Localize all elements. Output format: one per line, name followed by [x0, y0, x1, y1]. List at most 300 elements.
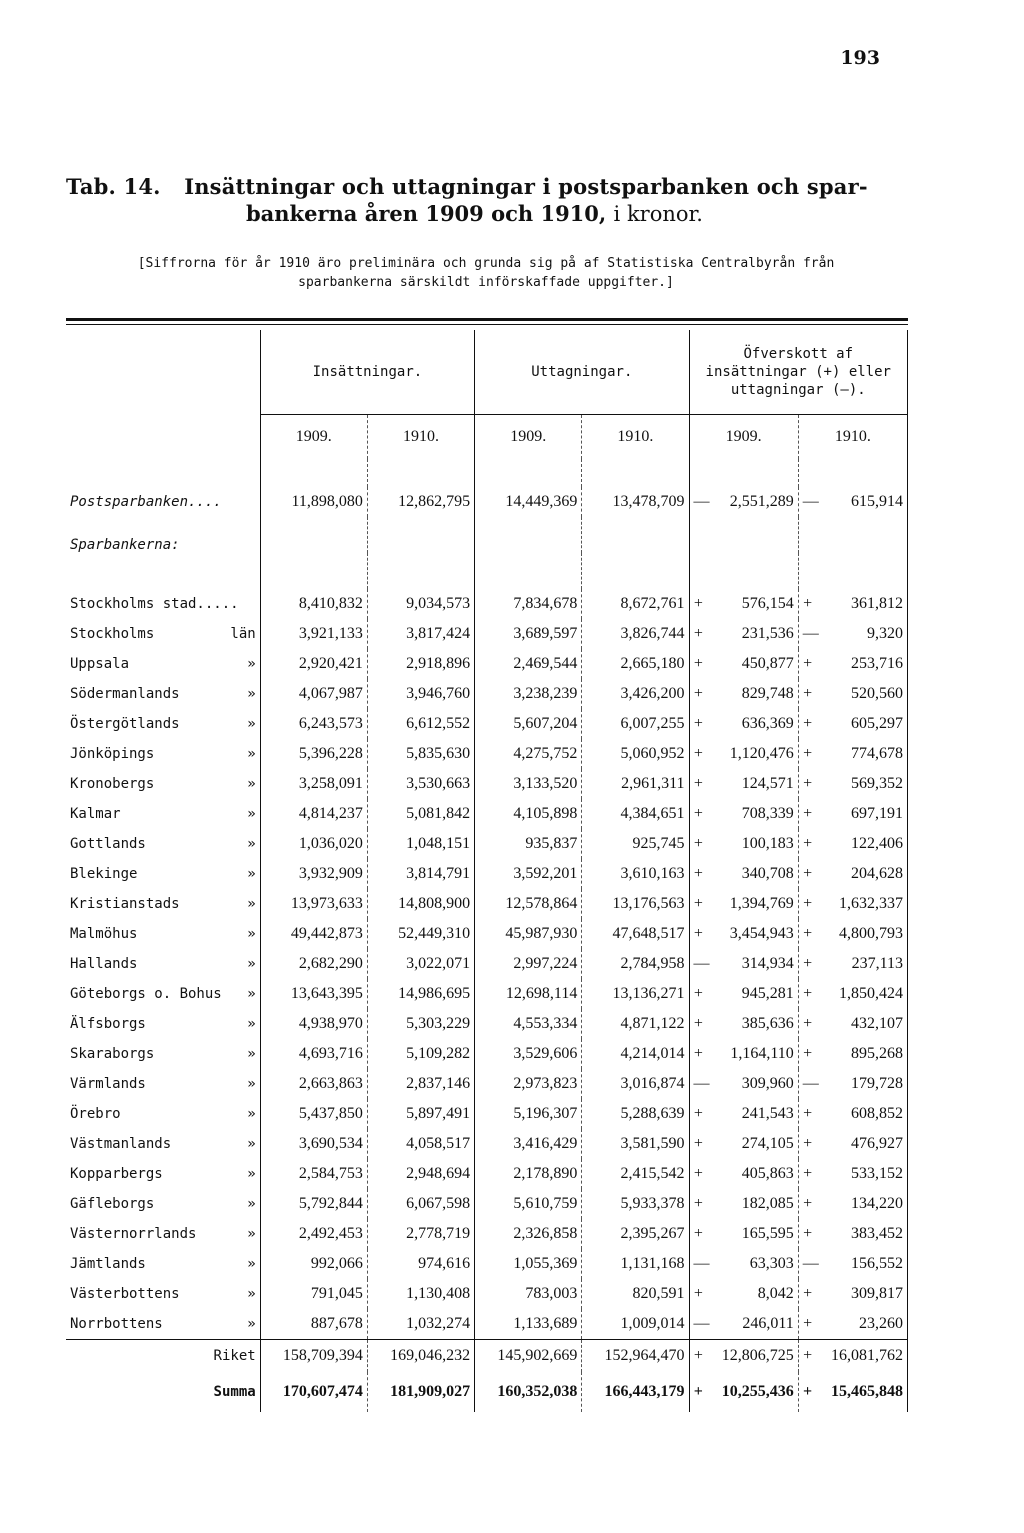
row-label	[66, 1129, 260, 1159]
row-label	[66, 949, 260, 979]
table-cell: 6,007,255	[582, 709, 689, 739]
row-label	[66, 709, 260, 739]
table-row	[66, 949, 908, 979]
row-label-suffix: »	[247, 806, 256, 822]
table-cell: 47,648,517	[582, 919, 689, 949]
table-cell: 1,850,424	[816, 979, 907, 1009]
row-label	[66, 1219, 260, 1249]
table-cell: +	[689, 1099, 707, 1129]
table-row	[66, 1069, 908, 1099]
table-cell: +	[689, 919, 707, 949]
row-label	[66, 859, 260, 889]
row-label	[66, 1309, 260, 1340]
table-row	[66, 1189, 908, 1219]
table-cell: 49,442,873	[260, 919, 367, 949]
table-cell: 1,009,014	[582, 1309, 689, 1340]
row-label-text: Västerbottens	[70, 1286, 180, 1302]
table-cell: 182,085	[741, 1195, 794, 1212]
row-label	[66, 619, 260, 649]
table-cell: +	[798, 949, 816, 979]
table-cell: 63,303	[749, 1255, 794, 1272]
table-cell: 4,275,752	[475, 739, 582, 769]
table-cell: 1,120,476	[729, 745, 794, 762]
table-cell: —	[798, 1249, 816, 1279]
table-cell: 2,837,146	[367, 1069, 474, 1099]
table-cell: —	[798, 619, 816, 649]
table-cell: 5,437,850	[260, 1099, 367, 1129]
row-label	[66, 649, 260, 679]
table-cell: 7,834,678	[475, 589, 582, 619]
table-cell: 4,938,970	[260, 1009, 367, 1039]
table-cell: 3,238,239	[475, 679, 582, 709]
table-cell: 945,281	[741, 985, 794, 1002]
table-cell: 3,690,534	[260, 1129, 367, 1159]
table-row	[66, 679, 908, 709]
table-cell: 5,607,204	[475, 709, 582, 739]
table-cell: 783,003	[475, 1279, 582, 1309]
table-cell: 231,536	[741, 625, 794, 642]
table-cell: +	[798, 919, 816, 949]
table-cell: 4,214,014	[582, 1039, 689, 1069]
table-cell: 2,973,823	[475, 1069, 582, 1099]
table-cell: 925,745	[582, 829, 689, 859]
table-cell: +	[689, 679, 707, 709]
row-label	[66, 589, 260, 619]
table-cell: +	[689, 1129, 707, 1159]
table-cell: 4,693,716	[260, 1039, 367, 1069]
table-cell: +	[798, 1189, 816, 1219]
table-cell: +	[689, 889, 707, 919]
table-cell: +	[689, 649, 707, 679]
table-cell: 383,452	[816, 1219, 907, 1249]
postsparbanken-row: Postsparbanken.... 11,898,080 12,862,795 14,449,369 13,478,709 — 2,551,289 — 615,914	[66, 487, 908, 517]
table-cell: 2,178,890	[475, 1159, 582, 1189]
table-cell: 5,060,952	[582, 739, 689, 769]
table-cell: 4,800,793	[816, 919, 907, 949]
title-unit: i kronor.	[613, 202, 703, 226]
table-cell: 774,678	[816, 739, 907, 769]
table-cell: 405,863	[741, 1165, 794, 1182]
table-cell: +	[798, 739, 816, 769]
table-cell: 1,130,408	[367, 1279, 474, 1309]
table-cell: 974,616	[367, 1249, 474, 1279]
table-row	[66, 1009, 908, 1039]
table-cell: 576,154	[741, 595, 794, 612]
table-cell: 385,636	[741, 1015, 794, 1032]
row-label-suffix: »	[247, 686, 256, 702]
row-label-suffix: »	[247, 1316, 256, 1332]
row-label-suffix: »	[247, 866, 256, 882]
table-cell: 309,817	[816, 1279, 907, 1309]
table-cell: 2,665,180	[582, 649, 689, 679]
table-row	[66, 979, 908, 1009]
table-cell: +	[689, 799, 707, 829]
table-cell: +	[689, 1279, 707, 1309]
table-cell: 3,016,874	[582, 1069, 689, 1099]
table-cell: 5,610,759	[475, 1189, 582, 1219]
table-cell: 8,672,761	[582, 589, 689, 619]
row-label-text: Stockholms stad.....	[70, 596, 239, 612]
table-cell: 2,663,863	[260, 1069, 367, 1099]
row-label	[66, 1069, 260, 1099]
row-label-suffix: »	[247, 1016, 256, 1032]
table-cell: —	[689, 1069, 707, 1099]
table-row	[66, 1039, 908, 1069]
table-cell: +	[689, 589, 707, 619]
table-cell: +	[689, 1009, 707, 1039]
row-label: Riket	[66, 1340, 260, 1373]
row-label	[66, 799, 260, 829]
table-cell: 122,406	[816, 829, 907, 859]
header-insattningar: Insättningar.	[260, 330, 474, 415]
row-label	[66, 829, 260, 859]
table-cell: +	[798, 589, 816, 619]
table-cell: 13,176,563	[582, 889, 689, 919]
row-label-text: Jämtlands	[70, 1256, 146, 1272]
row-label-text: Uppsala	[70, 656, 130, 672]
row-label-suffix: »	[247, 1166, 256, 1182]
table-cell: +	[798, 1279, 816, 1309]
table-cell: 3,416,429	[475, 1129, 582, 1159]
table-cell: 895,268	[816, 1039, 907, 1069]
table-row	[66, 619, 908, 649]
table-cell: +	[689, 1219, 707, 1249]
table-row	[66, 709, 908, 739]
row-label	[66, 1039, 260, 1069]
table-cell: —	[689, 949, 707, 979]
table-cell: 520,560	[816, 679, 907, 709]
row-label-text: Malmöhus	[70, 926, 138, 942]
table-cell: 2,584,753	[260, 1159, 367, 1189]
table-cell: 5,933,378	[582, 1189, 689, 1219]
table-cell: 697,191	[816, 799, 907, 829]
table-cell: +	[798, 649, 816, 679]
row-label-text: Älfsborgs	[70, 1016, 146, 1032]
row-label-suffix: län	[230, 626, 256, 642]
row-label-text: Örebro	[70, 1106, 121, 1122]
table-cell: +	[798, 889, 816, 919]
row-label	[66, 979, 260, 1009]
table-cell: 887,678	[260, 1309, 367, 1340]
table-cell: —	[689, 1309, 707, 1340]
table-cell: 274,105	[741, 1135, 794, 1152]
table-cell: 2,961,311	[582, 769, 689, 799]
table-cell: 241,543	[741, 1105, 794, 1122]
table-cell: +	[689, 829, 707, 859]
year-header: 1909.	[475, 415, 582, 460]
table-cell: 5,792,844	[260, 1189, 367, 1219]
table-row	[66, 1309, 908, 1340]
table-cell: +	[798, 829, 816, 859]
note-line-1: [Siffrorna för år 1910 äro preliminära och grunda sig på af Statistiska Centralbyrån från	[137, 256, 835, 271]
table-cell: 314,934	[741, 955, 794, 972]
table-cell: +	[689, 619, 707, 649]
row-label-suffix: »	[247, 1196, 256, 1212]
table-cell: 2,920,421	[260, 649, 367, 679]
table-cell: +	[689, 1189, 707, 1219]
table-row	[66, 1219, 908, 1249]
table-title	[66, 174, 926, 226]
header-group-row	[66, 330, 908, 415]
table-cell: 2,778,719	[367, 1219, 474, 1249]
table-row	[66, 919, 908, 949]
table-cell: 2,948,694	[367, 1159, 474, 1189]
summa-row: Summa 170,607,474 181,909,027 160,352,038 166,443,179 + 10,255,436 + 15,465,848	[66, 1372, 908, 1412]
table-cell: 13,643,395	[260, 979, 367, 1009]
top-rule	[66, 318, 908, 321]
row-label-suffix: »	[247, 1256, 256, 1272]
table-cell: 1,394,769	[729, 895, 794, 912]
table-cell: 608,852	[816, 1099, 907, 1129]
table-cell: +	[689, 859, 707, 889]
year-header: 1909.	[260, 415, 367, 460]
table-cell: +	[689, 979, 707, 1009]
table-cell: 156,552	[816, 1249, 907, 1279]
row-label-text: Värmlands	[70, 1076, 146, 1092]
table-cell: 2,784,958	[582, 949, 689, 979]
table-cell: 3,610,163	[582, 859, 689, 889]
table-cell: 3,932,909	[260, 859, 367, 889]
table-cell: 533,152	[816, 1159, 907, 1189]
row-label-suffix: »	[247, 836, 256, 852]
table-row	[66, 1279, 908, 1309]
table-cell: 361,812	[816, 589, 907, 619]
header-year-row	[66, 415, 908, 460]
table-cell: +	[798, 679, 816, 709]
row-label-suffix: »	[247, 776, 256, 792]
row-label-suffix: »	[247, 896, 256, 912]
top-rule-thin	[66, 324, 908, 325]
table-cell: +	[689, 739, 707, 769]
table-cell: 3,133,520	[475, 769, 582, 799]
table-cell: 2,918,896	[367, 649, 474, 679]
table-cell: 569,352	[816, 769, 907, 799]
table-cell: 4,814,237	[260, 799, 367, 829]
table-cell: 2,395,267	[582, 1219, 689, 1249]
table-cell: 12,578,864	[475, 889, 582, 919]
table-cell: 4,067,987	[260, 679, 367, 709]
table-cell: 45,987,930	[475, 919, 582, 949]
table-cell: 3,814,791	[367, 859, 474, 889]
table-cell: 5,196,307	[475, 1099, 582, 1129]
table-cell: 450,877	[741, 655, 794, 672]
table-row	[66, 799, 908, 829]
table-cell: 820,591	[582, 1279, 689, 1309]
row-label	[66, 1159, 260, 1189]
row-label-text: Kristianstads	[70, 896, 180, 912]
section-sparbankerna	[66, 517, 908, 553]
row-label-suffix: »	[247, 716, 256, 732]
table-cell: 1,048,151	[367, 829, 474, 859]
riket-row: Riket 158,709,394 169,046,232 145,902,669 152,964,470 + 12,806,725 + 16,081,762	[66, 1340, 908, 1373]
table-cell: 5,396,228	[260, 739, 367, 769]
row-label-text: Gottlands	[70, 836, 146, 852]
table-cell: 100,183	[741, 835, 794, 852]
table-cell: —	[689, 1249, 707, 1279]
table-cell: 237,113	[816, 949, 907, 979]
table-cell: 165,595	[741, 1225, 794, 1242]
table-cell: 1,632,337	[816, 889, 907, 919]
table-cell: 2,326,858	[475, 1219, 582, 1249]
table-cell: 605,297	[816, 709, 907, 739]
table-cell: 13,973,633	[260, 889, 367, 919]
table-number: Tab. 14.	[66, 174, 161, 199]
row-label-suffix: »	[247, 1106, 256, 1122]
row-label-suffix: »	[247, 956, 256, 972]
table-note	[66, 254, 906, 292]
row-label	[66, 679, 260, 709]
row-label-suffix: »	[247, 1076, 256, 1092]
row-label-text: Gäfleborgs	[70, 1196, 155, 1212]
row-label	[66, 1099, 260, 1129]
row-label-text: Västmanlands	[70, 1136, 172, 1152]
table-cell: 9,034,573	[367, 589, 474, 619]
table-cell: 1,036,020	[260, 829, 367, 859]
table-cell: +	[689, 1039, 707, 1069]
table-cell: 4,105,898	[475, 799, 582, 829]
table-cell: 14,808,900	[367, 889, 474, 919]
table-cell: +	[798, 769, 816, 799]
row-label	[66, 1009, 260, 1039]
table-cell: 6,612,552	[367, 709, 474, 739]
row-label-suffix: »	[247, 656, 256, 672]
table-cell: +	[798, 1309, 816, 1340]
table-cell: 3,454,943	[729, 925, 794, 942]
row-label-text: Kronobergs	[70, 776, 155, 792]
year-header: 1910.	[582, 415, 689, 460]
table-cell: +	[798, 709, 816, 739]
table-cell: 3,426,200	[582, 679, 689, 709]
table-cell: 1,133,689	[475, 1309, 582, 1340]
table-row	[66, 649, 908, 679]
table-cell: 3,946,760	[367, 679, 474, 709]
row-label	[66, 739, 260, 769]
table-row	[66, 829, 908, 859]
year-header: 1910.	[367, 415, 474, 460]
table-cell: +	[798, 1099, 816, 1129]
table-cell: 9,320	[816, 619, 907, 649]
row-label-text: Kalmar	[70, 806, 121, 822]
table-cell: 12,698,114	[475, 979, 582, 1009]
table-cell: 3,826,744	[582, 619, 689, 649]
table-cell: +	[798, 1159, 816, 1189]
table-cell: 204,628	[816, 859, 907, 889]
title-line-1: Insättningar och uttagningar i postsparbanken och spar-	[184, 174, 868, 199]
table-cell: 1,055,369	[475, 1249, 582, 1279]
table-cell: 1,131,168	[582, 1249, 689, 1279]
table-row	[66, 589, 908, 619]
table-cell: 14,986,695	[367, 979, 474, 1009]
table-cell: 4,553,334	[475, 1009, 582, 1039]
table-cell: +	[798, 1039, 816, 1069]
table-row	[66, 769, 908, 799]
table-cell: 5,288,639	[582, 1099, 689, 1129]
table-cell: 2,469,544	[475, 649, 582, 679]
table-cell: +	[689, 769, 707, 799]
year-header: 1909.	[689, 415, 798, 460]
table-cell: +	[798, 1009, 816, 1039]
table-cell: 13,136,271	[582, 979, 689, 1009]
table-cell: 3,529,606	[475, 1039, 582, 1069]
table-cell: 134,220	[816, 1189, 907, 1219]
row-label-text: Göteborgs o. Bohus	[70, 986, 222, 1002]
row-label-text: Hallands	[70, 956, 138, 972]
table-cell: +	[798, 859, 816, 889]
table-cell: 3,689,597	[475, 619, 582, 649]
table-cell: 3,921,133	[260, 619, 367, 649]
table-cell: 3,581,590	[582, 1129, 689, 1159]
section-label: Sparbankerna:	[70, 537, 180, 553]
row-label	[66, 1189, 260, 1219]
table-cell: 829,748	[741, 685, 794, 702]
table-cell: 5,303,229	[367, 1009, 474, 1039]
row-label	[66, 1279, 260, 1309]
table-cell: 708,339	[741, 805, 794, 822]
table-cell: 636,369	[741, 715, 794, 732]
table-cell: 476,927	[816, 1129, 907, 1159]
table-cell: +	[798, 799, 816, 829]
table-cell: 52,449,310	[367, 919, 474, 949]
row-label: Summa	[213, 1384, 256, 1400]
header-ofverskott: Öfverskott af insättningar (+) eller uttagningar (—).	[689, 330, 907, 415]
table-cell: +	[798, 1219, 816, 1249]
table-cell: 1,032,274	[367, 1309, 474, 1340]
table-row	[66, 859, 908, 889]
row-label-suffix: »	[247, 986, 256, 1002]
table-cell: +	[689, 1159, 707, 1189]
table-cell: 246,011	[742, 1315, 794, 1332]
row-label-suffix: »	[247, 1136, 256, 1152]
table-cell: 4,384,651	[582, 799, 689, 829]
table-cell: 8,042	[757, 1285, 794, 1302]
page-number: 193	[840, 47, 880, 69]
row-label-text: Jönköpings	[70, 746, 155, 762]
row-label-text: Kopparbergs	[70, 1166, 163, 1182]
row-label-suffix: »	[247, 1226, 256, 1242]
table-cell: 2,682,290	[260, 949, 367, 979]
table-cell: 23,260	[816, 1309, 907, 1340]
table-cell: +	[798, 1129, 816, 1159]
row-label	[66, 769, 260, 799]
table-cell: 124,571	[741, 775, 794, 792]
row-label	[66, 919, 260, 949]
note-line-2: sparbankerna särskildt införskaffade uppgifter.]	[298, 275, 674, 290]
table-cell: 3,258,091	[260, 769, 367, 799]
row-label-suffix: »	[247, 1046, 256, 1062]
row-label-text: Östergötlands	[70, 716, 180, 732]
row-label-text: Norrbottens	[70, 1316, 163, 1332]
table-cell: —	[798, 1069, 816, 1099]
table-cell: 8,410,832	[260, 589, 367, 619]
table-row	[66, 1099, 908, 1129]
table-cell: +	[689, 709, 707, 739]
table-cell: 432,107	[816, 1009, 907, 1039]
savings-table	[66, 330, 908, 1412]
table-cell: 1,164,110	[730, 1045, 794, 1062]
row-label-text: Västernorrlands	[70, 1226, 197, 1242]
table-cell: 309,960	[741, 1075, 794, 1092]
year-header: 1910.	[798, 415, 907, 460]
table-cell: 4,871,122	[582, 1009, 689, 1039]
table-cell: 6,243,573	[260, 709, 367, 739]
table-cell: 992,066	[260, 1249, 367, 1279]
table-cell: 3,530,663	[367, 769, 474, 799]
table-cell: 179,728	[816, 1069, 907, 1099]
table-cell: 253,716	[816, 649, 907, 679]
table-cell: 935,837	[475, 829, 582, 859]
table-cell: 2,997,224	[475, 949, 582, 979]
table-cell: 3,592,201	[475, 859, 582, 889]
